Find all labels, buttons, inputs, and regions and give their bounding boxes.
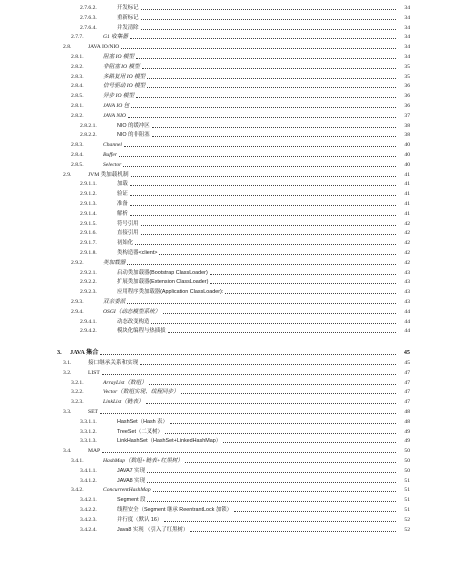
- toc-dot-leader: [142, 68, 396, 69]
- toc-entry[interactable]: [0, 297, 468, 307]
- toc-entry[interactable]: [0, 515, 468, 525]
- toc-entry-number: 2.8.3.: [71, 142, 84, 149]
- toc-entry-page: 41: [404, 181, 410, 188]
- toc-dot-leader: [131, 176, 396, 177]
- toc-entry-number: 3.3.1.2.: [80, 428, 97, 435]
- toc-entry-number: 2.8.: [63, 44, 72, 51]
- toc-entry-title: JAVA NIO: [103, 112, 126, 119]
- toc-dot-leader: [135, 244, 396, 245]
- toc-dot-leader: [170, 423, 396, 424]
- toc-entry-number: 2.9.2.2.: [80, 279, 97, 286]
- toc-entry[interactable]: [0, 436, 468, 446]
- toc-entry-title: JAVA8 实现: [117, 477, 145, 484]
- toc-entry[interactable]: [0, 170, 468, 180]
- toc-entry-title: 信号驱动 IO 模型: [103, 83, 146, 90]
- toc-entry[interactable]: [0, 219, 468, 229]
- toc-dot-leader: [210, 274, 396, 275]
- toc-entry[interactable]: [0, 52, 468, 62]
- toc-entry-title: Segment 段: [117, 497, 146, 504]
- toc-entry-number: 2.9.1.3.: [80, 201, 97, 207]
- toc-entry-title: 异步 IO 模型: [103, 93, 135, 100]
- toc-entry[interactable]: [0, 160, 468, 170]
- toc-dot-leader: [119, 156, 396, 157]
- toc-dot-leader: [147, 87, 396, 88]
- toc-dot-leader: [165, 433, 396, 434]
- toc-dot-leader: [168, 332, 396, 333]
- toc-entry[interactable]: [0, 456, 468, 466]
- toc-dot-leader: [121, 48, 396, 49]
- toc-entry-number: 2.9.2.: [71, 259, 84, 266]
- toc-entry[interactable]: [0, 111, 468, 121]
- toc-entry[interactable]: [0, 199, 468, 209]
- toc-entry-number: 2.9.3.: [71, 299, 84, 305]
- toc-entry-page: 43: [404, 269, 410, 276]
- toc-entry[interactable]: [0, 101, 468, 111]
- toc-entry-title: 并行度（默认 16）: [117, 516, 163, 523]
- toc-entry-title: Vector（数组实现、线程同步）: [103, 389, 179, 396]
- toc-dot-leader: [141, 225, 396, 226]
- toc-entry[interactable]: [0, 42, 468, 52]
- toc-entry-number: 3.: [57, 349, 62, 357]
- toc-entry-page: 43: [404, 299, 410, 305]
- toc-entry-number: 3.2.3.: [71, 399, 84, 406]
- toc-dot-leader: [149, 384, 396, 385]
- toc-entry-page: 51: [404, 507, 410, 513]
- toc-entry-page: 35: [404, 73, 410, 80]
- toc-dot-leader: [159, 254, 396, 255]
- toc-entry-page: 45: [404, 360, 410, 366]
- toc-entry[interactable]: [0, 258, 468, 268]
- toc-entry-title: 解析: [117, 210, 128, 217]
- toc-dot-leader: [147, 482, 396, 483]
- toc-entry-number: 3.4.1.1.: [80, 467, 97, 474]
- toc-entry-page: 38: [404, 122, 410, 129]
- toc-entry-title: JAVA7 实现: [117, 467, 145, 474]
- toc-entry-number: 3.3.1.1.: [80, 418, 97, 425]
- toc-dot-leader: [152, 136, 396, 137]
- toc-entry-number: 2.8.4.: [71, 152, 84, 158]
- toc-dot-leader: [131, 107, 396, 108]
- toc-entry-title: 扩展类加载器(Extension ClassLoader): [117, 279, 209, 286]
- toc-entry-number: 2.8.2.1.: [80, 122, 97, 129]
- toc-entry[interactable]: [0, 287, 468, 297]
- toc-entry-title: 类构造器<client>: [117, 250, 158, 256]
- toc-entry-title: Channel: [103, 142, 122, 149]
- toc-entry-number: 2.8.2.2.: [80, 132, 97, 139]
- toc-entry-page: 42: [404, 220, 410, 227]
- toc-entry[interactable]: [0, 209, 468, 219]
- toc-entry-number: 2.8.5.: [71, 161, 84, 168]
- toc-dot-leader: [141, 9, 396, 10]
- toc-dot-leader: [136, 58, 396, 59]
- toc-dot-leader: [151, 323, 396, 324]
- toc-entry-page: 52: [404, 526, 410, 533]
- toc-entry-page: 34: [404, 14, 410, 21]
- toc-entry-page: 34: [404, 24, 410, 31]
- toc-entry[interactable]: [0, 32, 468, 42]
- toc-entry-title: TreeSet（二叉树）: [117, 428, 163, 435]
- toc-entry-number: 2.8.2.: [71, 63, 84, 70]
- toc-entry-page: 44: [404, 308, 410, 315]
- toc-dot-leader: [100, 413, 396, 414]
- toc-entry[interactable]: [0, 130, 468, 140]
- toc-entry-title: JVM 类加载机制: [88, 171, 129, 178]
- toc-entry[interactable]: [0, 476, 468, 486]
- toc-entry-page: 48: [404, 409, 410, 415]
- toc-entry-number: 2.8.5.: [71, 93, 84, 100]
- toc-dot-leader: [146, 403, 396, 404]
- toc-entry-number: 2.9.4.1.: [80, 318, 97, 325]
- toc-dot-leader: [141, 29, 396, 30]
- toc-entry-page: 41: [404, 171, 410, 178]
- toc-dot-leader: [102, 374, 396, 375]
- toc-dot-leader: [127, 264, 396, 265]
- toc-entry[interactable]: [0, 378, 468, 388]
- toc-entry-page: 34: [404, 34, 410, 41]
- toc-dot-leader: [130, 185, 396, 186]
- toc-entry[interactable]: [0, 485, 468, 495]
- toc-entry-title: HashMap（数组+链表+红黑树）: [103, 458, 183, 464]
- toc-entry-page: 45: [403, 349, 410, 357]
- toc-entry-title: Selector: [103, 161, 122, 168]
- toc-entry[interactable]: [0, 81, 468, 91]
- toc-entry[interactable]: [0, 348, 468, 358]
- toc-entry-page: 47: [404, 369, 410, 376]
- toc-entry[interactable]: [0, 446, 468, 456]
- toc-entry-title: 验证: [117, 191, 128, 198]
- toc-entry[interactable]: [0, 466, 468, 476]
- toc-entry-title: 开发标记: [117, 5, 139, 11]
- toc-dot-leader: [130, 195, 396, 196]
- toc-entry[interactable]: [0, 368, 468, 378]
- toc-entry-title: 准备: [117, 201, 128, 207]
- toc-entry-title: 接口继承关系和实现: [88, 360, 139, 366]
- toc-entry-title: Buffer: [103, 152, 117, 158]
- toc-entry-title: 双亲委派: [103, 299, 126, 305]
- toc-entry-page: 36: [404, 93, 410, 100]
- toc-entry-title: 线程安全（Segment 继承 ReentrantLock 加锁）: [117, 507, 233, 513]
- toc-entry-number: 3.4.2.2.: [80, 507, 97, 513]
- toc-entry-page: 50: [404, 467, 410, 474]
- toc-entry-number: 2.7.6.4.: [80, 24, 97, 31]
- toc-entry-title: OSGI（动态模型系统）: [103, 308, 161, 315]
- toc-dot-leader: [140, 364, 396, 365]
- toc-entry-page: 49: [404, 438, 410, 445]
- toc-entry-page: 47: [404, 399, 410, 406]
- toc-entry[interactable]: [0, 407, 468, 417]
- toc-entry-page: 42: [404, 250, 410, 256]
- toc-entry-number: 3.2.: [63, 369, 72, 376]
- toc-entry-page: 40: [404, 161, 410, 168]
- toc-entry-title: JAVA IO 包: [103, 103, 130, 109]
- toc-entry-page: 43: [404, 279, 410, 286]
- toc-entry-title: LIST: [88, 369, 100, 376]
- toc-entry[interactable]: [0, 13, 468, 23]
- toc-entry-page: 38: [404, 132, 410, 139]
- toc-entry-number: 2.7.7.: [71, 34, 84, 41]
- toc-entry-page: 47: [404, 389, 410, 396]
- toc-entry-page: 42: [404, 240, 410, 247]
- toc-entry[interactable]: [0, 150, 468, 160]
- toc-entry-page: 44: [404, 318, 410, 325]
- toc-entry-number: 2.9.1.8.: [80, 250, 97, 256]
- toc-entry-page: 35: [404, 63, 410, 70]
- toc-entry-number: 2.9.1.4.: [80, 210, 97, 217]
- toc-entry[interactable]: [0, 179, 468, 189]
- toc-dot-leader: [147, 472, 396, 473]
- toc-entry-page: 34: [404, 44, 410, 51]
- toc-dot-leader: [141, 234, 396, 235]
- toc-dot-leader: [100, 354, 396, 355]
- toc-entry-title: 动态改变构造: [117, 318, 150, 325]
- toc-entry-page: 34: [404, 5, 410, 11]
- toc-entry-title: 直接引用: [117, 230, 139, 237]
- toc-entry-page: 47: [404, 379, 410, 386]
- toc-entry-page: 51: [404, 497, 410, 504]
- toc-entry[interactable]: [0, 427, 468, 437]
- toc-entry-number: 3.2.1.: [71, 379, 84, 386]
- toc-dot-leader: [127, 303, 396, 304]
- toc-entry-title: 应用程序类加载器(Application ClassLoader):: [117, 289, 224, 296]
- toc-entry[interactable]: [0, 238, 468, 248]
- toc-entry-number: 2.7.6.2.: [80, 5, 97, 11]
- toc-entry-title: Java8 实现 （引入了红黑树）: [117, 526, 189, 533]
- toc-entry-page: 36: [404, 103, 410, 109]
- toc-dot-leader: [210, 283, 396, 284]
- toc-entry-title: LinkList（链表）: [103, 399, 144, 406]
- toc-entry-number: 3.2.2.: [71, 389, 84, 396]
- toc-entry-title: 非阻塞 IO 模型: [103, 63, 140, 70]
- toc-entry[interactable]: [0, 140, 468, 150]
- toc-entry-page: 41: [404, 191, 410, 198]
- toc-entry[interactable]: [0, 387, 468, 397]
- toc-entry[interactable]: [0, 326, 468, 336]
- toc-entry[interactable]: [0, 317, 468, 327]
- toc-entry-title: 符号引用: [117, 220, 139, 227]
- toc-entry-page: 51: [404, 477, 410, 484]
- toc-entry-title: 并发清除: [117, 24, 139, 31]
- toc-entry-number: 3.1.: [63, 360, 72, 366]
- toc-entry-number: 2.7.6.3.: [80, 14, 97, 21]
- toc-entry-page: 43: [404, 289, 410, 296]
- toc-dot-leader: [225, 293, 396, 294]
- toc-entry-number: 2.9.1.7.: [80, 240, 97, 247]
- toc-entry-title: 多路复用 IO 模型: [103, 73, 146, 80]
- toc-entry-title: JAVA IO/NIO: [88, 44, 120, 51]
- toc-entry-number: 3.3.1.3.: [80, 438, 97, 445]
- toc-entry[interactable]: [0, 397, 468, 407]
- toc-entry[interactable]: [0, 62, 468, 72]
- toc-entry-title: 启动类加载器(Bootstrap ClassLoader): [117, 269, 208, 276]
- toc-entry-number: 3.4.1.2.: [80, 477, 97, 484]
- toc-dot-leader: [164, 521, 396, 522]
- toc-dot-leader: [136, 97, 396, 98]
- toc-entry-page: 42: [404, 230, 410, 237]
- toc-entry-page: 52: [404, 516, 410, 523]
- toc-dot-leader: [153, 491, 396, 492]
- toc-dot-leader: [130, 38, 396, 39]
- toc-entry-page: 51: [404, 487, 410, 494]
- toc-entry-title: 加载: [117, 181, 128, 188]
- toc-entry-title: NIO 的非阻塞: [117, 132, 150, 139]
- toc-entry[interactable]: [0, 307, 468, 317]
- toc-dot-leader: [124, 146, 396, 147]
- toc-dot-leader: [141, 19, 396, 20]
- toc-entry-page: 42: [404, 259, 410, 266]
- toc-entry[interactable]: [0, 23, 468, 33]
- toc-entry[interactable]: [0, 268, 468, 278]
- toc-entry-page: 41: [404, 210, 410, 217]
- toc-entry[interactable]: [0, 417, 468, 427]
- toc-entry[interactable]: [0, 228, 468, 238]
- toc-dot-leader: [130, 215, 396, 216]
- toc-entry-title: JAVA 集合: [70, 349, 99, 357]
- toc-entry[interactable]: [0, 505, 468, 515]
- toc-entry-title: 阻塞 IO 模型: [103, 54, 135, 60]
- toc-entry[interactable]: [0, 3, 468, 13]
- toc-entry-number: 3.4.2.4.: [80, 526, 97, 533]
- toc-entry-number: 2.8.1.: [71, 103, 84, 109]
- toc-entry-page: 50: [404, 458, 410, 464]
- toc-entry-title: 模块化编程与热插拔: [117, 328, 166, 335]
- toc-entry-title: ConcurrentHashMap: [103, 487, 151, 494]
- toc-entry-page: 37: [404, 112, 410, 119]
- toc-entry-number: 2.9.4.: [71, 308, 84, 315]
- toc-entry[interactable]: [0, 495, 468, 505]
- toc-dot-leader: [234, 511, 396, 512]
- toc-entry-number: 2.9.2.1.: [80, 269, 97, 276]
- toc-entry-number: 3.4.2.3.: [80, 516, 97, 523]
- toc-entry-page: 41: [404, 201, 410, 207]
- toc-dot-leader: [223, 442, 396, 443]
- toc-dot-leader: [130, 205, 396, 206]
- toc-entry-number: 2.9.: [63, 171, 72, 178]
- toc-entry-title: LinkHashSet（HashSet+LinkedHashMap）: [117, 438, 222, 445]
- toc-entry-number: 2.8.4.: [71, 83, 84, 90]
- toc-entry[interactable]: [0, 525, 468, 535]
- toc-entry-page: 40: [404, 142, 410, 149]
- toc-entry-page: 34: [404, 54, 410, 60]
- toc-dot-leader: [152, 127, 396, 128]
- toc-entry[interactable]: [0, 248, 468, 258]
- toc-entry-number: 2.8.1.: [71, 54, 84, 60]
- toc-entry[interactable]: [0, 72, 468, 82]
- toc-entry-number: 2.8.3.: [71, 73, 84, 80]
- toc-entry-number: 2.9.1.6.: [80, 230, 97, 237]
- toc-entry-number: 3.4.1.: [71, 458, 84, 464]
- toc-entry-number: 2.9.4.2.: [80, 328, 97, 335]
- toc-entry-page: 40: [404, 152, 410, 158]
- toc-dot-leader: [147, 501, 396, 502]
- toc-dot-leader: [147, 78, 396, 79]
- toc-entry-page: 48: [404, 418, 410, 425]
- toc-dot-leader: [123, 166, 396, 167]
- toc-entry-title: ArrayList（数组）: [103, 379, 147, 386]
- toc-entry-number: 2.9.2.3.: [80, 289, 97, 296]
- toc-entry-number: 3.4.2.1.: [80, 497, 97, 504]
- toc-dot-leader: [181, 393, 396, 394]
- toc-dot-leader: [128, 117, 396, 118]
- toc-entry-page: 36: [404, 83, 410, 90]
- toc-entry[interactable]: [0, 277, 468, 287]
- toc-entry-page: 49: [404, 428, 410, 435]
- toc-entry-title: MAP: [88, 448, 101, 455]
- toc-entry-page: 44: [404, 328, 410, 335]
- toc-entry-title: 初始化: [117, 240, 134, 247]
- toc-entry[interactable]: [0, 91, 468, 101]
- toc-entry-number: 2.9.1.5.: [80, 220, 97, 227]
- toc-dot-leader: [190, 531, 396, 532]
- toc-entry-title: 重新标记: [117, 14, 139, 21]
- toc-entry-number: 3.3.: [63, 409, 72, 415]
- toc-entry-title: SET: [88, 409, 98, 415]
- toc-entry-number: 2.8.2.: [71, 112, 84, 119]
- toc-dot-leader: [185, 462, 396, 463]
- toc-entry-number: 3.4.2.: [71, 487, 84, 494]
- toc-entry[interactable]: [0, 189, 468, 199]
- toc-entry-number: 2.9.1.1.: [80, 181, 97, 188]
- toc-dot-leader: [102, 452, 396, 453]
- toc-entry-number: 2.9.1.2.: [80, 191, 97, 198]
- toc-entry[interactable]: [0, 358, 468, 368]
- toc-entry-page: 50: [404, 448, 410, 455]
- toc-entry[interactable]: [0, 121, 468, 131]
- toc-entry-title: 类加载器: [103, 259, 126, 266]
- toc-entry-title: NIO 的缓冲区: [117, 122, 150, 129]
- toc-entry-title: G1 收集器: [103, 34, 129, 41]
- toc-dot-leader: [163, 313, 396, 314]
- toc-entry-title: HashSet（Hash 表）: [117, 418, 168, 425]
- toc-entry-number: 3.4.: [63, 448, 72, 455]
